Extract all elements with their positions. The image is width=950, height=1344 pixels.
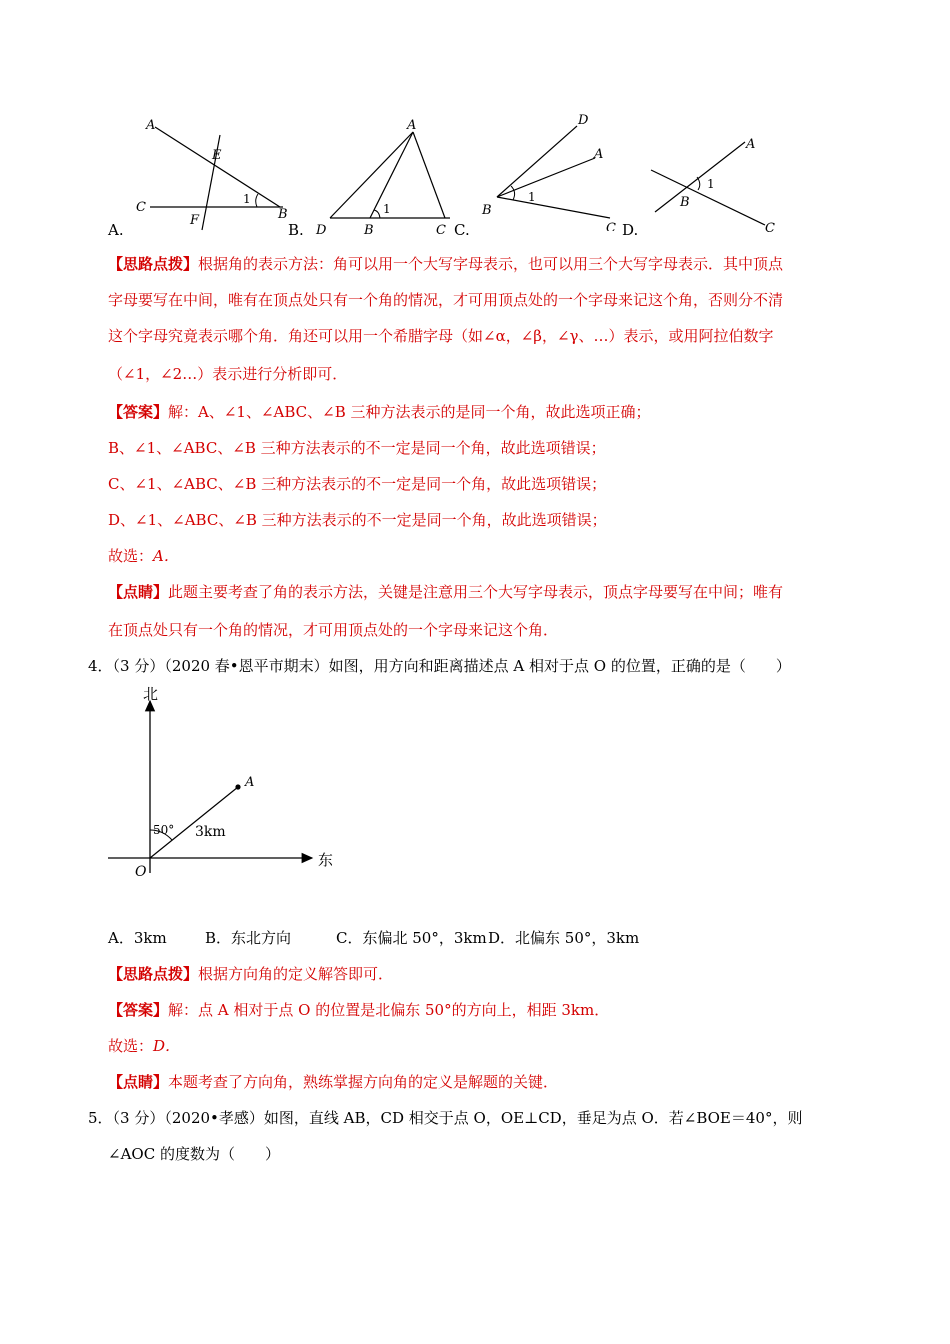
q4-direction-figure [100, 685, 360, 885]
q3-hint-line-4: （∠1，∠2…）表示进行分析即可． [108, 365, 348, 383]
fig-b-label-b: B [364, 223, 374, 237]
q3-answer-line-3: C、∠1、∠ABC、∠B 三种方法表示的不一定是同一个角，故此选项错误； [108, 475, 607, 493]
fig-b-label-c: C [436, 223, 446, 237]
fig-d-angle-1: 1 [707, 177, 715, 191]
fig-d-label-a: A [746, 137, 756, 152]
fig-c-label-b: B [482, 203, 492, 218]
q4-option-d: D．北偏东 50°，3km [488, 929, 640, 947]
figure-c [475, 106, 625, 231]
q3-answer-line-1: 【答案】解：A、∠1、∠ABC、∠B 三种方法表示的是同一个角，故此选项正确； [108, 403, 651, 421]
q4-option-c: C．东偏北 50°，3km [336, 929, 487, 947]
fig-d-label-c: C [765, 221, 775, 236]
q4-comment: 【点睛】本题考查了方向角，熟练掌握方向角的定义是解题的关键． [108, 1073, 559, 1091]
point-a-label: A [245, 775, 255, 790]
origin-label: O [135, 864, 147, 880]
q3-hint-line-2: 字母要写在中间，唯有在顶点处只有一个角的情况，才可用顶点处的一个字母来记这个角，否则分不清 [108, 291, 784, 309]
fig-b-angle-1: 1 [383, 202, 391, 216]
fig-b-label-d: D [316, 223, 327, 237]
option-label-c: C. [454, 221, 470, 239]
hint-tag: 【思路点拨】 [108, 255, 199, 273]
q5-stem-line-2: ∠AOC 的度数为（ ） [108, 1145, 280, 1163]
option-label-b: B. [288, 221, 304, 239]
fig-d-label-b: B [680, 195, 690, 210]
fig-a-label-f: F [190, 213, 200, 228]
north-label: 北 [143, 685, 159, 703]
q3-choose: 故选：A． [108, 547, 179, 565]
q3-answer-line-4: D、∠1、∠ABC、∠B 三种方法表示的不一定是同一个角，故此选项错误； [108, 511, 607, 529]
option-label-a: A. [108, 221, 124, 239]
fig-b-label-a: A [407, 118, 417, 133]
east-label: 东 [318, 851, 334, 869]
figure-b [310, 112, 460, 237]
q4-answer: 【答案】解：点 A 相对于点 O 的位置是北偏东 50°的方向上，相距 3km． [108, 1001, 610, 1019]
q3-hint-line-1: 【思路点拨】根据角的表示方法：角可以用一个大写字母表示，也可以用三个大写字母表示．其中顶点 [108, 255, 784, 273]
fig-c-label-a: A [594, 147, 604, 162]
fig-a-label-e: E [212, 148, 222, 163]
fig-a-label-b: B [278, 207, 288, 222]
fig-c-label-d: D [578, 113, 589, 128]
q3-hint-line-3: 这个字母究竟表示哪个角．角还可以用一个希腊字母（如∠α，∠β，∠γ、…）表示，或用阿拉伯数字 [108, 327, 774, 345]
option-label-d: D. [622, 221, 639, 239]
fig-c-label-c: C [606, 221, 616, 231]
q3-answer-line-2: B、∠1、∠ABC、∠B 三种方法表示的不一定是同一个角，故此选项错误； [108, 439, 606, 457]
q5-stem-line-1: 5．（3 分）（2020•孝感）如图，直线 AB，CD 相交于点 O，OE⊥CD，垂足为点 O．若∠BOE＝40°，则 [88, 1109, 803, 1127]
figure-d [645, 130, 795, 240]
figure-a [130, 110, 295, 235]
q3-comment-line-2: 在顶点处只有一个角的情况，才可用顶点处的一个字母来记这个角． [108, 621, 559, 639]
fig-a-label-c: C [136, 200, 146, 215]
answer-tag: 【答案】 [108, 403, 169, 421]
angle-label: 50° [153, 823, 175, 837]
fig-a-label-a: A [146, 118, 156, 133]
q4-choose: 故选：D． [108, 1037, 181, 1055]
q4-option-b: B．东北方向 [205, 929, 292, 947]
fig-a-angle-1: 1 [243, 192, 251, 206]
q4-hint: 【思路点拨】根据方向角的定义解答即可． [108, 965, 394, 983]
q4-stem: 4．（3 分）（2020 春•恩平市期末）如图，用方向和距离描述点 A 相对于点 O 的位置，正确的是（ ） [88, 657, 791, 675]
fig-c-angle-1: 1 [528, 190, 536, 204]
comment-tag: 【点睛】 [108, 583, 169, 601]
distance-label: 3km [195, 824, 226, 840]
q4-option-a: A．3km [108, 929, 167, 947]
q3-comment-line-1: 【点睛】此题主要考查了角的表示方法，关键是注意用三个大写字母表示，顶点字母要写在中间；唯有 [108, 583, 784, 601]
